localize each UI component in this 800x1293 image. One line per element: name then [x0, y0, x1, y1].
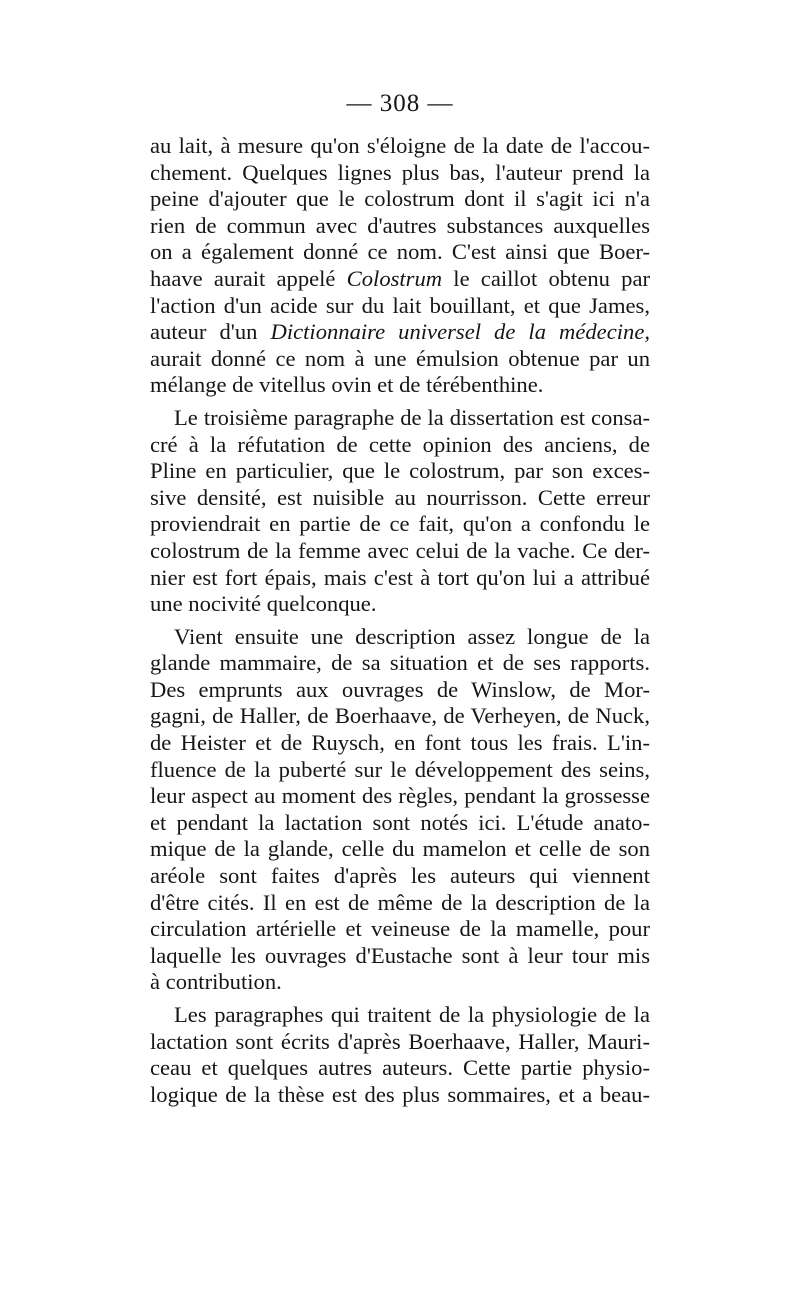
text-line: et pendant la lactation sont notés ici. L'étude anato-: [150, 809, 650, 835]
paragraph: [150, 133, 650, 399]
text-line: on a également donné ce nom. C'est ainsi que Boer-: [150, 239, 650, 265]
text-line: sive densité, est nuisible au nourrisson. Cette erreur: [150, 484, 650, 510]
text-line: rien de commun avec d'autres substances auxquelles: [150, 212, 650, 238]
text-line: logique de la thèse est des plus sommaires, et a beau-: [150, 1081, 650, 1107]
paragraph: [150, 405, 650, 618]
text-line: d'être cités. Il en est de même de la description de la: [150, 889, 650, 915]
text-line: auteur d'un Dictionnaire universel de la médecine,: [150, 319, 650, 345]
text-line: laquelle les ouvrages d'Eustache sont à leur tour mis: [150, 942, 650, 968]
text-line: chement. Quelques lignes plus bas, l'auteur prend la: [150, 159, 650, 185]
text-line: aréole sont faites d'après les auteurs qui viennent: [150, 863, 650, 889]
text-line: colostrum de la femme avec celui de la vache. Ce der-: [150, 537, 650, 563]
body-text: [150, 133, 650, 1108]
text-line: ceau et quelques autres auteurs. Cette partie physio-: [150, 1055, 650, 1081]
text-line: Les paragraphes qui traitent de la physiologie de la: [174, 1002, 650, 1027]
text-line: cré à la réfutation de cette opinion des anciens, de: [150, 431, 650, 457]
text-line: peine d'ajouter que le colostrum dont il s'agit ici n'a: [150, 186, 650, 212]
text-line: mique de la glande, celle du mamelon et celle de son: [150, 836, 650, 862]
text-line: leur aspect au moment des règles, pendant la grossesse: [150, 783, 650, 809]
text-line: Des emprunts aux ouvrages de Winslow, de Mor-: [150, 676, 650, 702]
text-line: une nocivité quelconque.: [150, 591, 377, 617]
text-line: mélange de vitellus ovin et de térébenthine.: [150, 372, 544, 398]
text-line: proviendrait en partie de ce fait, qu'on a confondu le: [150, 511, 650, 537]
paragraph: [150, 1002, 650, 1108]
page-number: — 308 —: [346, 90, 454, 117]
text-line: à contribution.: [150, 969, 282, 995]
text-line: nier est fort épais, mais c'est à tort qu'on lui a attribué: [150, 564, 650, 590]
text-line: Pline en particulier, que le colostrum, par son exces-: [150, 458, 650, 484]
text-line: haave aurait appelé Colostrum le caillot obtenu par: [150, 265, 650, 291]
text-line: lactation sont écrits d'après Boerhaave, Haller, Mauri-: [150, 1028, 650, 1054]
text-line: Vient ensuite une description assez longue de la: [174, 623, 650, 649]
text-line: au lait, à mesure qu'on s'éloigne de la date de l'accou-: [150, 133, 650, 158]
text-line: fluence de la puberté sur le développement des seins,: [150, 756, 650, 782]
text-line: Le troisième paragraphe de la dissertation est consa-: [174, 404, 650, 430]
text-line: aurait donné ce nom à une émulsion obtenue par un: [150, 345, 650, 371]
text-line: l'action d'un acide sur du lait bouillant, et que James,: [150, 292, 650, 318]
text-line: gagni, de Haller, de Boerhaave, de Verheyen, de Nuck,: [150, 703, 650, 729]
text-line: circulation artérielle et veineuse de la mamelle, pour: [150, 916, 650, 942]
text-line: glande mammaire, de sa situation et de ses rapports.: [150, 650, 650, 676]
text-line: de Heister et de Ruysch, en font tous les frais. L'in-: [150, 730, 650, 756]
paragraph: [150, 624, 650, 996]
